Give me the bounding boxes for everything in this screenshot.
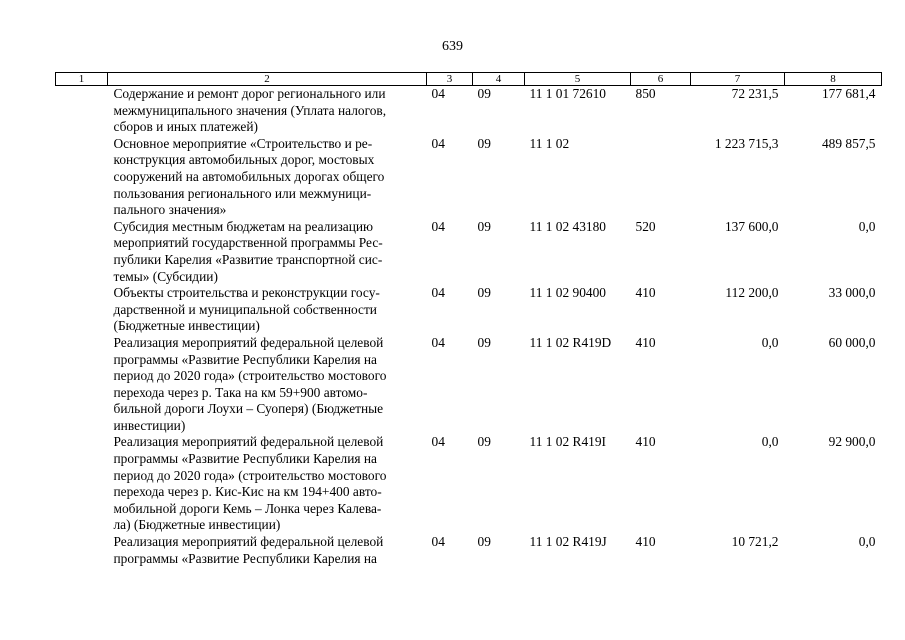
amount-year-2: 177 681,4 <box>821 86 876 101</box>
description-line: перехода через р. Така на км 59+900 автомо- <box>113 384 368 400</box>
row-description <box>108 86 427 136</box>
expense-type-code: 520 <box>635 218 656 234</box>
description-line: (Бюджетные инвестиции) <box>113 318 260 334</box>
subsection-code: 09 <box>477 534 491 550</box>
amount-year-1: 72 231,5 <box>731 86 779 101</box>
amount-year-1: 112 200,0 <box>725 285 779 301</box>
subsection-code: 09 <box>477 434 491 450</box>
description-line: пального значения» <box>113 202 227 218</box>
description-line: бильной дороги Лоухи – Суоперя) (Бюджетные <box>113 401 384 417</box>
column-number: 4 <box>473 73 525 86</box>
row-number-cell <box>56 136 108 219</box>
table-row <box>56 434 882 534</box>
expense-type-code <box>631 136 691 219</box>
description-line: ла) (Бюджетные инвестиции) <box>113 517 281 533</box>
subsection-code: 09 <box>477 218 491 234</box>
budget-table-body <box>56 86 882 568</box>
table-row <box>56 335 882 435</box>
expense-type-code: 410 <box>635 434 656 450</box>
description-line: Реализация мероприятий федеральной целевой <box>113 434 384 450</box>
description-line: программы «Развитие Республики Карелия на <box>113 451 377 467</box>
column-number: 2 <box>108 73 427 86</box>
description-line: Содержание и ремонт дорог регионального или <box>113 86 386 101</box>
column-number: 7 <box>691 73 785 86</box>
row-number-cell <box>56 534 108 567</box>
row-description <box>108 219 427 285</box>
description-line: инвестиции) <box>113 417 186 433</box>
target-article-code: 11 1 01 72610 <box>529 86 606 101</box>
amount-year-1: 137 600,0 <box>724 218 779 234</box>
section-code: 04 <box>431 285 445 301</box>
target-article-code: 11 1 02 <box>529 135 570 151</box>
description-line: период до 2020 года» (строительство мостового <box>113 467 387 483</box>
subsection-code: 09 <box>477 334 491 350</box>
expense-type-code: 410 <box>635 285 656 301</box>
amount-year-2: 60 000,0 <box>828 334 876 350</box>
description-line: Объекты строительства и реконструкции госу- <box>113 285 380 301</box>
description-line: межмуниципального значения (Уплата налогов, <box>113 102 387 118</box>
row-description <box>108 434 427 534</box>
column-number: 3 <box>427 73 473 86</box>
description-line: период до 2020 года» (строительство мостового <box>113 368 387 384</box>
amount-year-2: 489 857,5 <box>821 135 876 151</box>
budget-table <box>55 72 882 567</box>
description-line: темы» (Субсидии) <box>113 268 218 284</box>
description-line: конструкция автомобильных дорог, мостовых <box>113 152 375 168</box>
expense-type-code: 410 <box>635 334 656 350</box>
table-row <box>56 86 882 136</box>
amount-year-2: 0,0 <box>858 534 876 550</box>
section-code: 04 <box>431 135 445 151</box>
description-line: программы «Развитие Республики Карелия на <box>113 550 377 566</box>
row-number-cell <box>56 86 108 136</box>
section-code: 04 <box>431 534 445 550</box>
amount-year-1: 0,0 <box>761 434 779 450</box>
row-number-cell <box>56 219 108 285</box>
page-number: 639 <box>442 39 463 54</box>
row-number-cell <box>56 434 108 534</box>
table-row <box>56 219 882 285</box>
description-line: пользования регионального или межмуници- <box>113 185 372 201</box>
target-article-code: 11 1 02 R419D <box>529 334 612 350</box>
amount-year-1: 10 721,2 <box>731 534 779 550</box>
row-number-cell <box>56 285 108 335</box>
section-code: 04 <box>431 334 445 350</box>
row-description <box>108 285 427 335</box>
target-article-code: 11 1 02 90400 <box>529 285 606 301</box>
section-code: 04 <box>431 218 445 234</box>
row-description <box>108 136 427 219</box>
amount-year-2: 33 000,0 <box>828 285 876 301</box>
table-row <box>56 534 882 567</box>
table-row <box>56 285 882 335</box>
amount-year-1: 1 223 715,3 <box>714 135 779 151</box>
description-line: программы «Развитие Республики Карелия на <box>113 351 377 367</box>
amount-year-1: 0,0 <box>761 334 779 350</box>
column-number: 5 <box>525 73 631 86</box>
target-article-code: 11 1 02 43180 <box>529 218 606 234</box>
description-line: дарственной и муниципальной собственности <box>113 301 377 317</box>
row-number-cell <box>56 335 108 435</box>
row-description <box>108 534 427 567</box>
table-row <box>56 136 882 219</box>
target-article-code: 11 1 02 R419J <box>529 534 607 550</box>
expense-type-code: 410 <box>635 534 656 550</box>
column-number-row <box>56 73 882 86</box>
description-line: сборов и иных платежей) <box>113 119 258 135</box>
description-line: Основное мероприятие «Строительство и ре- <box>113 135 373 151</box>
section-code: 04 <box>431 434 445 450</box>
subsection-code: 09 <box>477 135 491 151</box>
description-line: мобильной дороги Кемь – Лонка через Калева- <box>113 500 382 516</box>
target-article-code: 11 1 02 R419I <box>529 434 606 450</box>
column-number: 6 <box>631 73 691 86</box>
section-code: 04 <box>431 86 445 101</box>
column-number: 8 <box>785 73 882 86</box>
description-line: Субсидия местным бюджетам на реализацию <box>113 218 374 234</box>
amount-year-2: 0,0 <box>858 218 876 234</box>
column-number-header <box>56 73 882 86</box>
subsection-code: 09 <box>477 86 491 101</box>
description-line: Реализация мероприятий федеральной целевой <box>113 334 384 350</box>
subsection-code: 09 <box>477 285 491 301</box>
description-line: сооружений на автомобильных дорогах общего <box>113 168 385 184</box>
expense-type-code: 850 <box>635 86 656 101</box>
column-number: 1 <box>56 73 108 86</box>
description-line: мероприятий государственной программы Рес- <box>113 235 383 251</box>
description-line: публики Карелия «Развитие транспортной сис- <box>113 251 383 267</box>
amount-year-2: 92 900,0 <box>828 434 876 450</box>
description-line: перехода через р. Кис-Кис на км 194+400 авто- <box>113 484 382 500</box>
description-line: Реализация мероприятий федеральной целевой <box>113 534 384 550</box>
row-description <box>108 335 427 435</box>
